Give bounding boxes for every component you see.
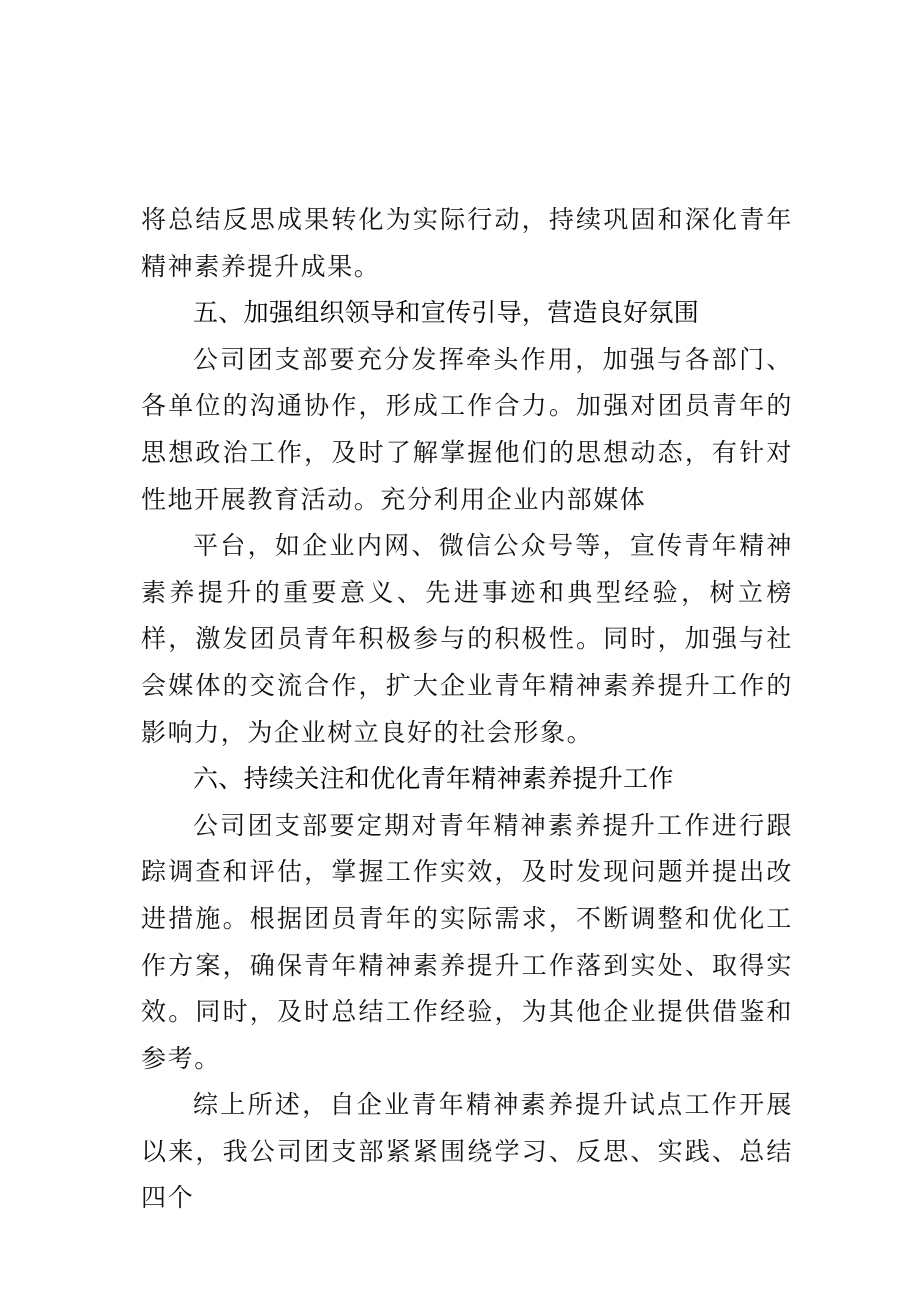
paragraph-optimization: 公司团支部要定期对青年精神素养提升工作进行跟踪调查和评估，掌握工作实效，及时发现问题并提出改进措施。根据团员青年的实际需求，不断调整和优化工作方案，确保青年精神素养提升工作落到实处、取得实效。同时，及时总结工作经验，为其他企业提供借鉴和参考。 (141, 810, 793, 1073)
document-body (141, 197, 793, 1222)
paragraph-organization: 公司团支部要充分发挥牵头作用，加强与各部门、各单位的沟通协作，形成工作合力。加强对团员青年的思想政治工作，及时了解掌握他们的思想动态，有针对性地开展教育活动。充分利用企业内部媒体 (141, 344, 793, 514)
paragraph-publicity: 平台，如企业内网、微信公众号等，宣传青年精神素养提升的重要意义、先进事迹和典型经验，树立榜样，激发团员青年积极参与的积极性。同时，加强与社会媒体的交流合作，扩大企业青年精神素养提升工作的影响力，为企业树立良好的社会形象。 (141, 531, 793, 747)
paragraph-summary: 综上所述，自企业青年精神素养提升试点工作开展以来，我公司团支部紧紧围绕学习、反思、实践、总结四个 (141, 1090, 793, 1213)
section-heading-6: 六、持续关注和优化青年精神素养提升工作 (193, 764, 674, 794)
paragraph-continuation: 将总结反思成果转化为实际行动，持续巩固和深化青年精神素养提升成果。 (141, 205, 793, 281)
section-heading-5: 五、加强组织领导和宣传引导，营造良好氛围 (193, 298, 700, 328)
